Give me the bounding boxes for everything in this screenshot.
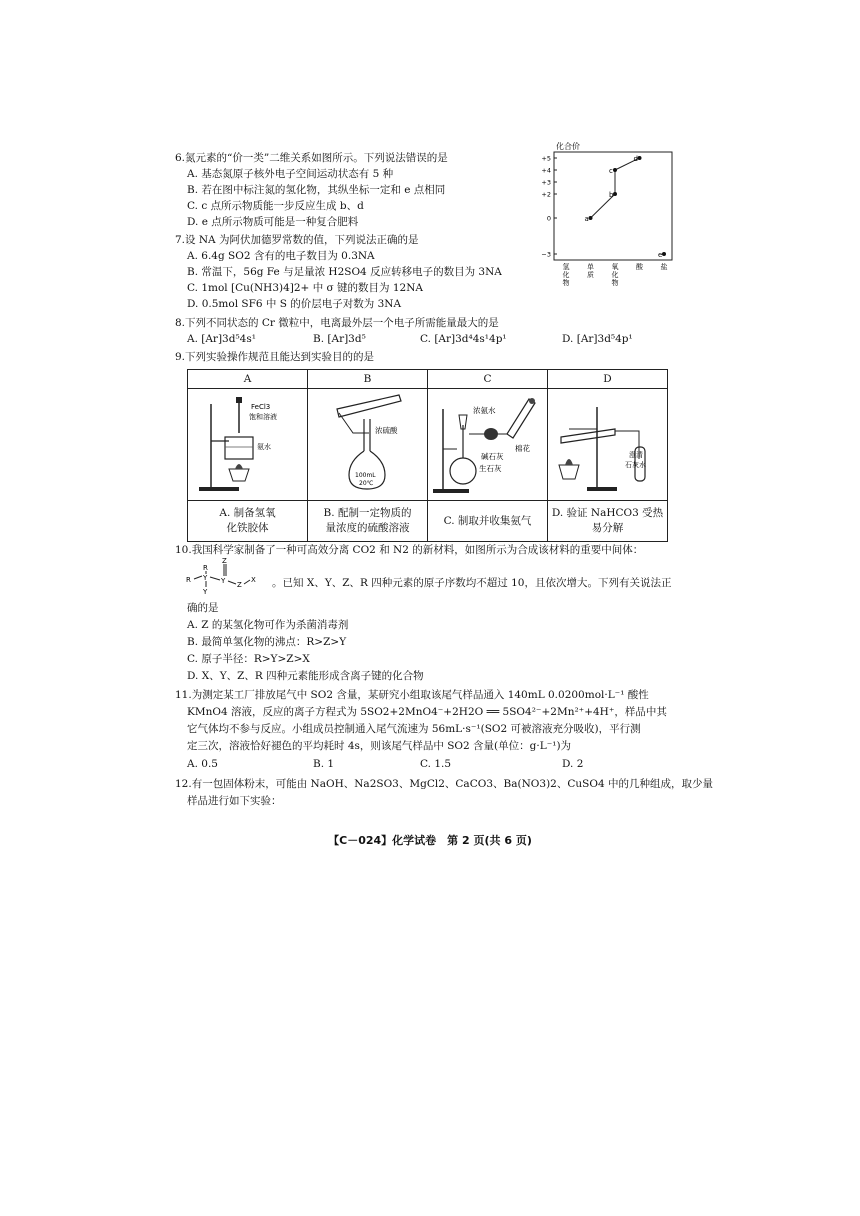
point-label-a: a [584, 215, 589, 223]
y-tick-label: +3 [541, 178, 551, 187]
point-a [589, 216, 593, 220]
svg-text:X: X [251, 576, 256, 584]
apparatus-a [188, 389, 308, 501]
caption-b: B. 配制一定物质的 量浓度的硫酸溶液 [308, 501, 428, 542]
q10-option-b: B. 最简单氢化物的沸点：R>Z>Y [187, 636, 347, 648]
svg-text:棉花: 棉花 [514, 444, 530, 453]
q10-option-d: D. X、Y、Z、R 四种元素能形成含离子键的化合物 [187, 670, 424, 682]
svg-text:Y: Y [203, 588, 208, 596]
svg-text:生石灰: 生石灰 [478, 464, 501, 473]
svg-text:FeCl3: FeCl3 [250, 403, 270, 411]
q10-structure [182, 556, 272, 598]
q7-option-a: A. 6.4g SO2 含有的电子数目为 0.3NA [187, 250, 375, 262]
page-footer: 【C－024】化学试卷 第 2 页(共 6 页) [328, 834, 532, 847]
q11-option-b: B. 1 [313, 758, 335, 770]
experiment-table [187, 369, 668, 542]
y-tick-label: 0 [546, 214, 551, 223]
q8-option-c: C. [Ar]3d⁴4s¹4p¹ [420, 333, 507, 345]
caption-a: A. 制备氢氧 化铁胶体 [188, 501, 308, 542]
plot-frame [554, 152, 672, 260]
x-category-label: 单质 [587, 263, 594, 279]
apparatus-c-drawing [429, 389, 547, 497]
svg-text:石灰水: 石灰水 [624, 461, 646, 469]
x-category-label: 氢化物 [562, 263, 570, 287]
q12-line-2: 样品进行如下实验： [187, 795, 282, 807]
point-e [662, 252, 666, 256]
point-label-b: b [609, 191, 614, 199]
y-tick-label: −3 [541, 250, 551, 259]
q11-option-c: C. 1.5 [420, 758, 452, 770]
point-label-c: c [609, 167, 613, 175]
svg-text:氨水: 氨水 [256, 443, 271, 451]
apparatus-b [308, 389, 428, 501]
svg-text:Y: Y [203, 574, 208, 582]
point-c [613, 168, 617, 172]
apparatus-c [428, 389, 548, 501]
q11-option-a: A. 0.5 [187, 758, 218, 770]
q11-line-3: 它气体均不参与反应。小组成员控制通入尾气流速为 56mL·s⁻¹(SO2 可被溶液充分吸收)，平行测 [187, 723, 641, 735]
q7-option-b: B. 常温下，56g Fe 与足量浓 H2SO4 反应转移电子的数目为 3NA [187, 266, 502, 278]
y-tick-label: +5 [541, 154, 551, 163]
q9-stem: 9.下列实验操作规范且能达到实验目的的是 [175, 351, 375, 363]
q6-stem: 6.氮元素的“价一类”二维关系如图所示。下列说法错误的是 [175, 152, 448, 164]
svg-text:澄清: 澄清 [628, 451, 643, 459]
q11-option-d: D. 2 [562, 758, 584, 770]
point-label-d: d [633, 155, 638, 163]
svg-text:碱石灰: 碱石灰 [480, 452, 503, 461]
apparatus-d [548, 389, 668, 501]
x-category-label: 盐 [660, 263, 668, 271]
q10-option-a: A. Z 的某氢化物可作为杀菌消毒剂 [187, 619, 349, 631]
q6-option-d: D. e 点所示物质可能是一种复合肥料 [187, 216, 359, 228]
svg-text:Z: Z [237, 581, 242, 589]
q10-option-c: C. 原子半径：R>Y>Z>X [187, 653, 310, 665]
q7-stem: 7.设 NA 为阿伏加德罗常数的值，下列说法正确的是 [175, 234, 419, 246]
apparatus-a-drawing [189, 389, 307, 497]
svg-text:Z: Z [222, 557, 227, 565]
q8-stem: 8.下列不同状态的 Cr 微粒中，电离最外层一个电子所需能量最大的是 [175, 317, 499, 329]
svg-text:20℃: 20℃ [358, 480, 373, 487]
q6-option-c: C. c 点所示物质能一步反应生成 b、d [187, 200, 364, 212]
q11-line-2: KMnO4 溶液，反应的离子方程式为 5SO2+2MnO4⁻+2H2O ══ 5SO4²⁻+2Mn²⁺+4H⁺，样品中其 [187, 706, 667, 718]
x-category-label: 氧化物 [611, 263, 619, 287]
svg-text:浓氨水: 浓氨水 [472, 406, 495, 415]
point-d [638, 156, 642, 160]
svg-text:R: R [203, 564, 208, 572]
q7-option-c: C. 1mol [Cu(NH3)4]2+ 中 σ 键的数目为 12NA [187, 282, 424, 294]
col-header-d: D [548, 370, 668, 389]
q12-line-1: 12.有一包固体粉末，可能由 NaOH、Na2SO3、MgCl2、CaCO3、Ba(NO3)2、CuSO4 中的几种组成，取少量 [175, 778, 713, 790]
svg-text:100mL: 100mL [354, 472, 376, 479]
svg-text:R: R [186, 576, 191, 584]
svg-text:饱和溶液: 饱和溶液 [248, 413, 277, 421]
col-header-b: B [308, 370, 428, 389]
q8-option-b: B. [Ar]3d⁵ [313, 333, 366, 345]
q8-option-d: D. [Ar]3d⁵4p¹ [562, 333, 633, 345]
apparatus-b-drawing [309, 389, 427, 497]
svg-text:浓硫酸: 浓硫酸 [374, 426, 397, 435]
q11-line-4: 定三次，溶液恰好褪色的平均耗时 4s，则该尾气样品中 SO2 含量(单位：g·L⁻¹)为 [187, 740, 572, 752]
q10-stem-3: 确的是 [187, 602, 219, 614]
caption-c: C. 制取并收集氨气 [428, 501, 548, 542]
valence-class-chart [530, 140, 680, 290]
caption-d: D. 验证 NaHCO3 受热易分解 [548, 501, 668, 542]
q6-option-a: A. 基态氮原子核外电子空间运动状态有 5 种 [187, 168, 394, 180]
q6-option-b: B. 若在图中标注氮的氢化物，其纵坐标一定和 e 点相同 [187, 184, 446, 196]
q11-line-1: 11.为测定某工厂排放尾气中 SO2 含量，某研究小组取该尾气样品通入 140mL 0.0200mol·L⁻¹ 酸性 [175, 689, 649, 701]
point-b [613, 192, 617, 196]
y-tick-label: +4 [541, 166, 551, 175]
y-tick-label: +2 [541, 190, 551, 199]
q7-option-d: D. 0.5mol SF6 中 S 的价层电子对数为 3NA [187, 298, 402, 310]
col-header-c: C [428, 370, 548, 389]
apparatus-d-drawing [549, 389, 667, 497]
q8-option-a: A. [Ar]3d⁵4s¹ [187, 333, 256, 345]
q10-stem-1: 10.我国科学家制备了一种可高效分离 CO2 和 N2 的新材料，如图所示为合成该材料的重要中间体： [175, 544, 644, 556]
y-axis-label: 化合价 [556, 142, 580, 151]
q10-stem-2: 。已知 X、Y、Z、R 四种元素的原子序数均不超过 10，且依次增大。下列有关说法正 [272, 577, 672, 589]
x-category-label: 酸 [636, 263, 643, 271]
svg-text:Y: Y [221, 577, 226, 585]
col-header-a: A [188, 370, 308, 389]
point-label-e: e [658, 251, 663, 259]
